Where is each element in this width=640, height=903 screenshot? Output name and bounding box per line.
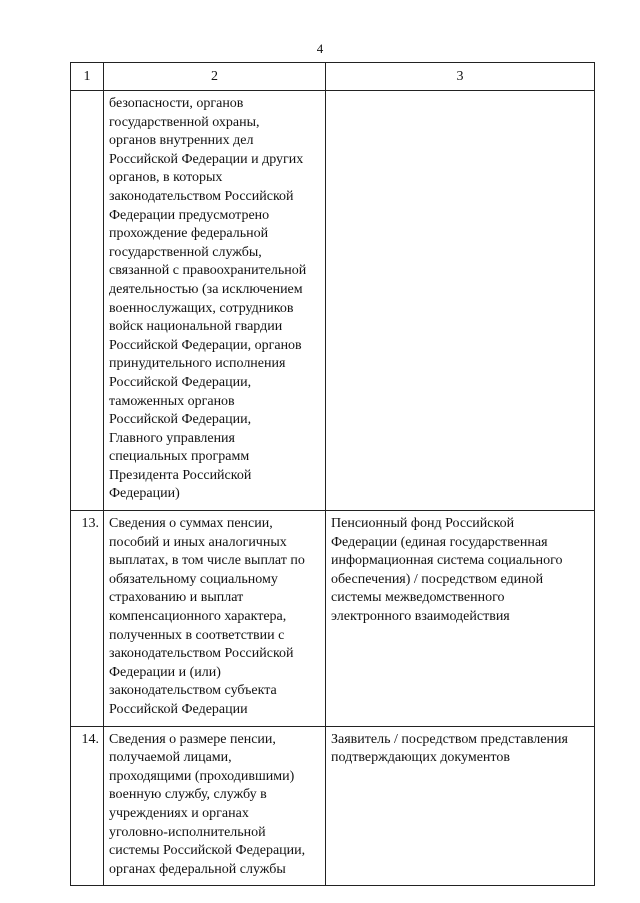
source-cell xyxy=(326,726,595,886)
page-number: 4 xyxy=(316,41,324,56)
table-row xyxy=(71,91,595,511)
documents-table xyxy=(70,62,595,886)
row-number xyxy=(71,91,104,511)
table-row xyxy=(71,726,595,886)
row-number: 13. xyxy=(71,511,104,727)
info-cell xyxy=(104,726,326,886)
source-cell xyxy=(326,511,595,727)
source-cell xyxy=(326,91,595,511)
info-text: Сведения о суммах пенсии, пособий и иных аналогичных выплатах, в том числе выплат по обязательному социальному страхованию и выплат компенсационного характера, полученных в соответствии с законодательством Российской Федерации и (или) законодательством субъекта Российской Федерации xyxy=(109,516,305,717)
info-text: Сведения о размере пенсии, получаемой лицами, проходящими (проходившими) военную службу, службу в учреждениях и органах уголовно-исполнительной системы Российской Федерации, органах федеральной службы xyxy=(109,731,306,877)
source-text: Заявитель / посредством представления подтверждающих документов xyxy=(331,731,568,766)
info-text: безопасности, органов государственной охраны, органов внутренних дел Российской Федерации и других органов, в которых законодательством Российской Федерации предусмотрено прохождение федеральной государственной службы, связанной с правоохранительной деятельностью (за исключением военнослужащих, сотрудников войск национальной гвардии Российской Федерации, органов принудительного исполнения Российской Федерации, таможенных органов Российской Федерации, Главного управления специальных программ Президента Российской Федерации) xyxy=(109,96,307,502)
info-cell xyxy=(104,91,326,511)
info-cell xyxy=(104,511,326,727)
column-header-3: 3 xyxy=(326,63,595,91)
row-number: 14. xyxy=(71,726,104,886)
source-text: Пенсионный фонд Российской Федерации (единая государственная информационная система социального обеспечения) / посредством единой системы межведомственного электронного взаимодействия xyxy=(331,516,563,625)
table-header-row xyxy=(71,63,595,91)
column-header-2: 2 xyxy=(104,63,326,91)
column-header-1: 1 xyxy=(71,63,104,91)
table-row xyxy=(71,511,595,727)
